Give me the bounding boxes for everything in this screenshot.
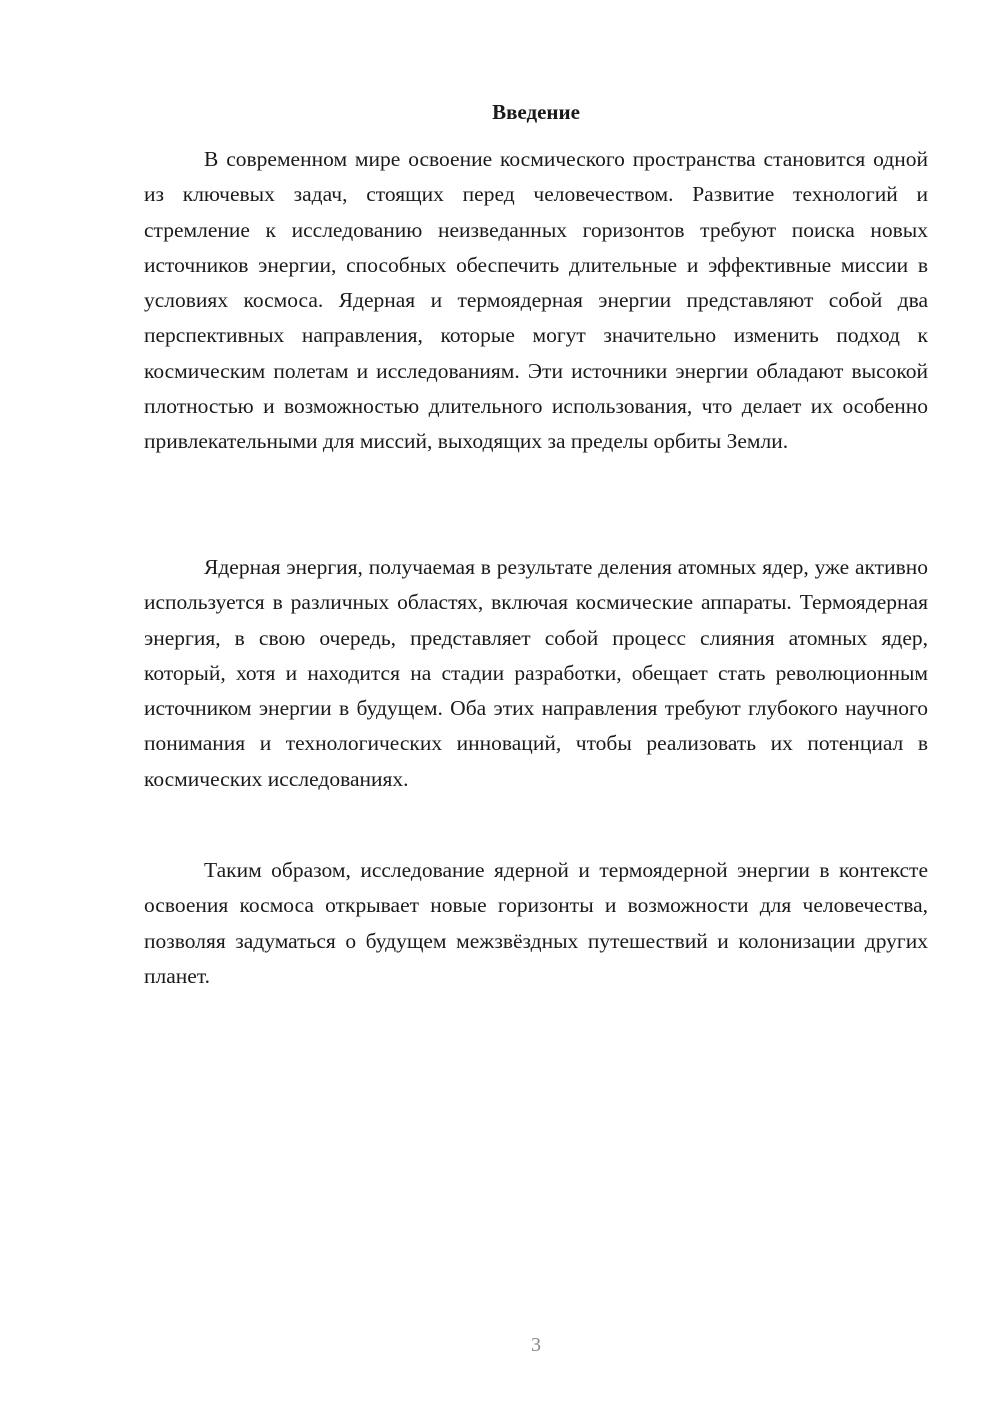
paragraph-3: Таким образом, исследование ядерной и термоядерной энергии в контексте освоения космоса открывает новые горизонты и возможности для человечества, позволяя задуматься о будущем межзвёздных путешествий и колонизации других планет. bbox=[144, 858, 928, 988]
section-heading: Введение bbox=[492, 100, 580, 124]
paragraph-1: В современном мире освоение космического пространства становится одной из ключевых задач, стоящих перед человечеством. Развитие технологий и стремление к исследованию неизведанных горизонтов требуют поиска новых источников энергии, способных обеспечить длительные и эффективные миссии в условиях космоса. Ядерная и термоядерная энергии представляют собой два перспективных направления, которые могут значительно изменить подход к космическим полетам и исследованиям. Эти источники энергии обладают высокой плотностью и возможностью длительного использования, что делает их особенно привлекательными для миссий, выходящих за пределы орбиты Земли. bbox=[144, 147, 928, 454]
paragraph-2: Ядерная энергия, получаемая в результате деления атомных ядер, уже активно используется в различных областях, включая космические аппараты. Термоядерная энергия, в свою очередь, представляет собой процесс слияния атомных ядер, который, хотя и находится на стадии разработки, обещает стать революционным источником энергии в будущем. Оба этих направления требуют глубокого научного понимания и технологических инноваций, чтобы реализовать их потенциал в космических исследованиях. bbox=[144, 555, 928, 791]
page-number: 3 bbox=[531, 1334, 541, 1356]
